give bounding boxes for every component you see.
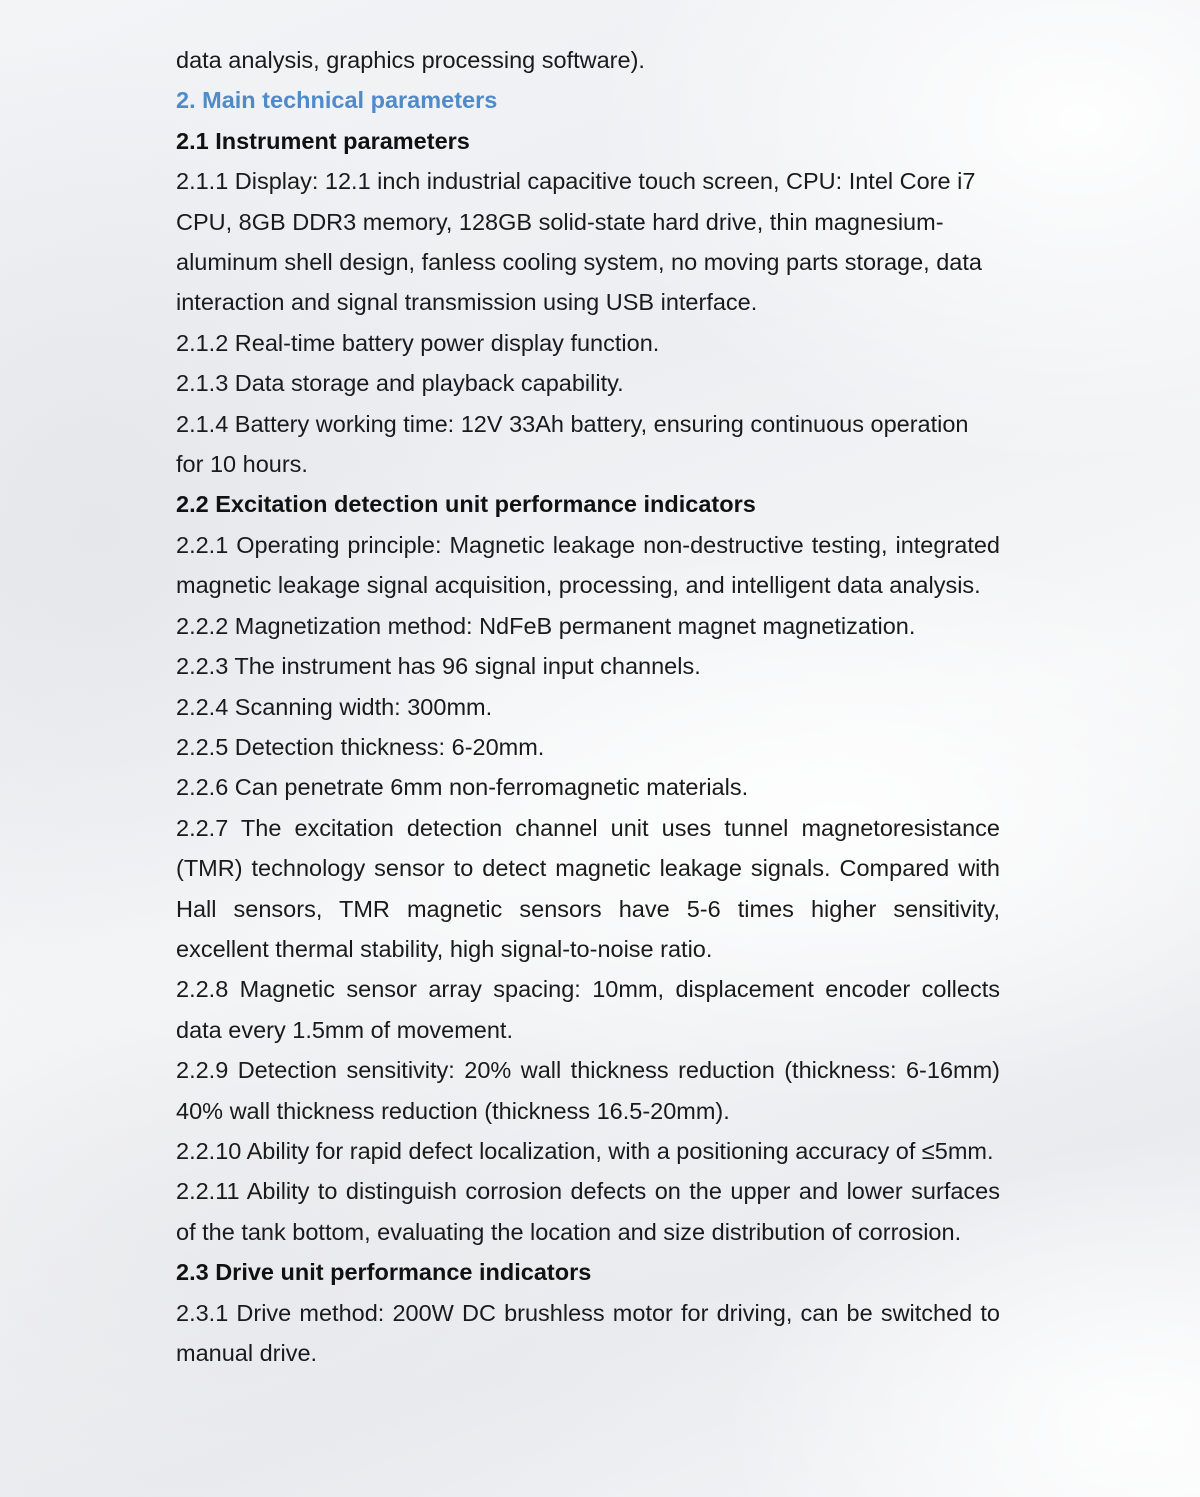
- paragraph-2-1-1: 2.1.1 Display: 12.1 inch industrial capacitive touch screen, CPU: Intel Core i7 CPU, 8GB DDR3 memory, 128GB solid-state hard drive, thin magnesium-aluminum shell design, fanless cooling system, no moving parts storage, data interaction and signal transmission using USB interface.: [176, 168, 982, 316]
- paragraph-2-2-8: 2.2.8 Magnetic sensor array spacing: 10mm, displacement encoder collects data every 1.5mm of movement.: [176, 976, 1000, 1043]
- paragraph-2-2-4: 2.2.4 Scanning width: 300mm.: [176, 693, 493, 720]
- paragraph-2-2-3: 2.2.3 The instrument has 96 signal input channels.: [176, 653, 701, 680]
- paragraph-2-2-9: 2.2.9 Detection sensitivity: 20% wall thickness reduction (thickness: 6-16mm) 40% wall thickness reduction (thickness 16.5-20mm).: [176, 1057, 1000, 1124]
- paragraph-2-2-7: 2.2.7 The excitation detection channel unit uses tunnel magnetoresistance (TMR) technology sensor to detect magnetic leakage signals. Compared with Hall sensors, TMR magnetic sensors have 5-6 times higher sensitivity, excellent thermal stability, high signal-to-noise ratio.: [176, 814, 1000, 962]
- paragraph-continuation: data analysis, graphics processing software).: [176, 47, 645, 73]
- subsection-heading-instrument-parameters: 2.1 Instrument parameters: [176, 127, 470, 154]
- paragraph-2-1-3: 2.1.3 Data storage and playback capability.: [176, 370, 624, 397]
- paragraph-2-2-6: 2.2.6 Can penetrate 6mm non-ferromagnetic materials.: [176, 774, 749, 801]
- paragraph-2-1-2: 2.1.2 Real-time battery power display function.: [176, 329, 660, 356]
- paragraph-2-2-1: 2.2.1 Operating principle: Magnetic leakage non-destructive testing, integrated magnetic leakage signal acquisition, processing, and intelligent data analysis.: [176, 531, 1000, 599]
- paragraph-2-2-5: 2.2.5 Detection thickness: 6-20mm.: [176, 733, 545, 760]
- paragraph-2-1-4: 2.1.4 Battery working time: 12V 33Ah battery, ensuring continuous operation for 10 hours.: [176, 410, 969, 478]
- section-heading-main-technical-parameters: 2. Main technical parameters: [176, 87, 498, 114]
- paragraph-2-3-1: 2.3.1 Drive method: 200W DC brushless motor for driving, can be switched to manual drive.: [176, 1299, 1000, 1366]
- paragraph-2-2-2: 2.2.2 Magnetization method: NdFeB permanent magnet magnetization.: [176, 612, 916, 639]
- subsection-heading-drive-unit: 2.3 Drive unit performance indicators: [176, 1259, 592, 1286]
- subsection-heading-excitation-detection-unit: 2.2 Excitation detection unit performance indicators: [176, 491, 756, 518]
- document-body: [176, 40, 1000, 1373]
- paragraph-2-2-11: 2.2.11 Ability to distinguish corrosion defects on the upper and lower surfaces of the tank bottom, evaluating the location and size distribution of corrosion.: [176, 1178, 1000, 1245]
- paragraph-2-2-10: 2.2.10 Ability for rapid defect localization, with a positioning accuracy of ≤5mm.: [176, 1137, 994, 1164]
